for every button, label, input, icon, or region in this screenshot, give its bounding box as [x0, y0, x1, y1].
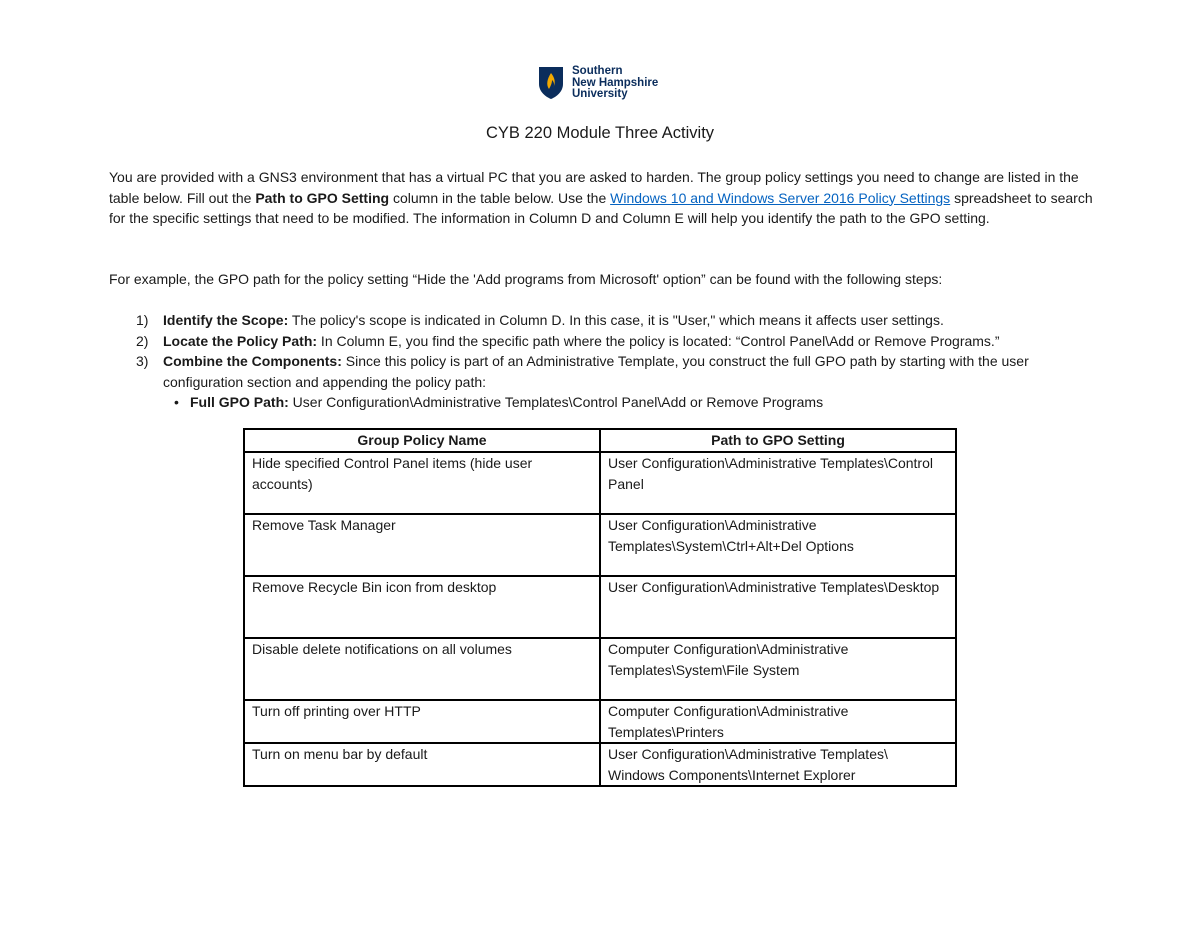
table-row: [244, 452, 956, 514]
page-title: CYB 220 Module Three Activity: [485, 124, 715, 142]
gpo-path-cell: User Configuration\Administrative Templates\System\Ctrl+Alt+Del Options: [600, 514, 956, 576]
logo-line: University: [572, 88, 628, 100]
gpo-path-cell: Computer Configuration\Administrative Templates\Printers: [600, 700, 956, 743]
gpo-path-cell: Computer Configuration\Administrative Templates\System\File System: [600, 638, 956, 700]
list-item: [109, 310, 1099, 331]
intro-text: spreadsheet to search for the specific settings that need to be modified. The information in Column D and Column E will help you identify the path to the GPO setting.: [109, 189, 1093, 226]
step-title: Identify the Scope:: [163, 312, 289, 328]
column-header: Group Policy Name: [244, 429, 600, 452]
list-item: [109, 331, 1099, 352]
full-path-item: [163, 392, 1099, 413]
list-item: [109, 351, 1099, 392]
table-row: [244, 514, 956, 576]
steps-list: [109, 310, 1099, 413]
policy-name-cell: Remove Task Manager: [244, 514, 600, 576]
step-title: Locate the Policy Path:: [163, 332, 318, 349]
university-logo: [538, 66, 658, 101]
policy-name-cell: Hide specified Control Panel items (hide user accounts): [244, 452, 600, 514]
logo-line: Southern: [572, 65, 623, 77]
intro-text: column in the table below. Use the: [389, 189, 611, 206]
policy-name-cell: Turn on menu bar by default: [244, 743, 600, 786]
table-row: [244, 743, 956, 786]
policy-name-cell: Remove Recycle Bin icon from desktop: [244, 576, 600, 638]
intro-text: You are provided with a GNS3 environment that has a virtual PC that you are asked to harden. The group policy settings you need to change are listed in the table below. Fill out the: [109, 169, 1079, 206]
policy-name-cell: Turn off printing over HTTP: [244, 700, 600, 743]
intro-paragraph: [109, 167, 1099, 229]
full-path-label: Full GPO Path:: [190, 394, 289, 410]
bullet-icon: •: [174, 394, 179, 410]
step-text: The policy's scope is indicated in Column D. In this case, it is "User," which means it affects user settings.: [288, 312, 944, 328]
gpo-path-cell: User Configuration\Administrative Templates\Control Panel: [600, 452, 956, 514]
example-paragraph: For example, the GPO path for the policy setting “Hide the 'Add programs from Microsoft' option” can be found with the following steps:: [109, 271, 943, 287]
step-number: 3): [136, 353, 149, 369]
policy-spreadsheet-link[interactable]: Windows 10 and Windows Server 2016 Policy Settings: [610, 189, 951, 206]
step-text: Since this policy is part of an Administrative Template, you construct the full GPO path by starting with the user configuration section and appending the policy path:: [163, 353, 1029, 390]
flame-shield-icon: [538, 66, 564, 100]
column-header: Path to GPO Setting: [600, 429, 956, 452]
logo-line: New Hampshire: [572, 76, 659, 89]
step-text: In Column E, you find the specific path where the policy is located: “Control Panel\Add or Remove Programs.”: [317, 332, 1000, 349]
table-row: [244, 638, 956, 700]
policy-name-cell: Disable delete notifications on all volumes: [244, 638, 600, 700]
table-header-row: [244, 429, 956, 452]
step-number: 2): [136, 332, 149, 349]
logo-wordmark: [572, 66, 658, 101]
table-row: [244, 576, 956, 638]
intro-bold: Path to GPO Setting: [255, 189, 390, 206]
step-number: 1): [136, 312, 149, 328]
table-row: [244, 700, 956, 743]
gpo-table: [243, 428, 957, 787]
gpo-path-cell: User Configuration\Administrative Templates\Desktop: [600, 576, 956, 638]
gpo-path-cell: User Configuration\Administrative Templates\ Windows Components\Internet Explorer: [600, 743, 956, 786]
step-title: Combine the Components:: [163, 353, 342, 369]
full-path-text: User Configuration\Administrative Templates\Control Panel\Add or Remove Programs: [288, 394, 824, 410]
